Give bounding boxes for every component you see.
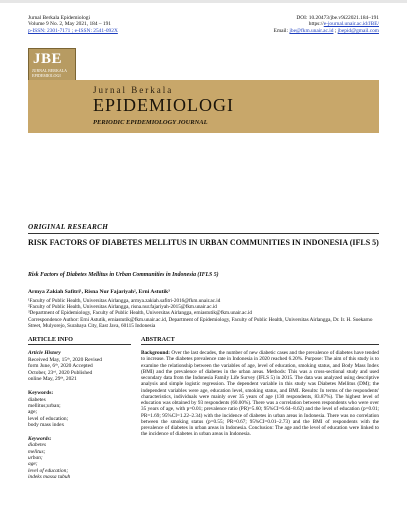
article-info-rule: [28, 344, 131, 345]
kata-kunci: urban;: [28, 455, 43, 461]
correspondence: Correspondence Author: Erni Astutik, erniastutik@fkm.unair.ac.id, Department of Epidemiology, Faculty of Public Health, Universitas Airlangga, Dr. Ir. H. Soekarno Street, Mulyorejo, Surabaya City, East Java, 60115 Indonesia: [28, 316, 373, 329]
banner-title: EPIDEMIOLOGI: [93, 95, 234, 115]
doi: DOI: 10.20473/jbe.v9i22021.184–191: [296, 15, 379, 21]
journal-header-right: [274, 15, 379, 34]
article-title: RISK FACTORS OF DIABETES MELLITUS IN URBAN COMMUNITIES IN INDONESIA (IFLS 5): [28, 238, 379, 247]
journal-email: Email: jbe@fkm.unair.ac.id ; jbepid@gmail.com: [273, 27, 379, 34]
top-strip: [0, 0, 407, 3]
history-line-2: form June, 6ᵗʰ, 2020 Accepted: [28, 363, 93, 370]
abstract-heading: ABSTRACT: [141, 336, 175, 343]
email-link-2[interactable]: jbepid@gmail.com: [337, 27, 379, 34]
keyword: age;: [28, 409, 37, 416]
journal-header-left: [28, 15, 118, 34]
journal-url-link[interactable]: e-journal.unair.ac.id/JBE/: [323, 21, 379, 28]
kata-kunci: diabetes: [28, 442, 46, 449]
journal-name: Jurnal Berkala Epidemiologi: [28, 15, 90, 21]
article-info: [28, 350, 128, 481]
affiliation-2: ²Faculty of Public Health, Universitas Airlangga, risna.nur.fajariyah-2015@fkm.unair.ac.id: [28, 304, 217, 311]
keyword: level of education;: [28, 415, 69, 422]
abstract-lead-label: Background:: [141, 350, 172, 356]
kata-kunci-label: Keywords:: [28, 435, 52, 442]
history-line-3: October, 23ʳᵈ, 2020 Published: [28, 369, 93, 376]
banner-english-title: PERIODIC EPIDEMIOLOGY JOURNAL: [93, 119, 208, 126]
section-label: ORIGINAL RESEARCH: [28, 223, 109, 231]
logo-text: JURNAL BERKALA EPIDEMIOLOGI: [32, 68, 68, 78]
affiliation-1: ¹Faculty of Public Health, Universitas Airlangga, armya.zakiah.safitri-2016@fkm.unair.ac.id: [28, 298, 221, 304]
issn-info[interactable]: p-ISSN: 2301-7171 ; e-ISSN: 2541-092X: [28, 27, 118, 34]
keywords-label: Keywords:: [28, 389, 54, 396]
abstract-rule: [141, 344, 379, 345]
kata-kunci: melitus;: [28, 448, 46, 455]
kata-kunci: indeks massa tubuh: [28, 474, 71, 481]
journal-logo: [28, 48, 76, 82]
authors: Armya Zakiah Safitri¹, Risna Nur Fajariyah², Erni Astutik³: [28, 289, 170, 295]
abstract-body: [141, 350, 379, 438]
history-label: Article History: [28, 350, 61, 356]
journal-url: https://e-journal.unair.ac.id/JBE/: [308, 21, 379, 28]
article-info-heading: ARTICLE INFO: [28, 336, 73, 343]
email-link-1[interactable]: jbe@fkm.unair.ac.id: [289, 27, 334, 34]
keyword: body mass index: [28, 422, 65, 429]
logo-acronym: JBE: [33, 51, 63, 67]
keyword: diabetes: [28, 396, 46, 403]
affiliations: [28, 298, 379, 329]
journal-banner: [28, 80, 379, 133]
keyword: mellitus;urban;: [28, 402, 61, 409]
kata-kunci: age;: [28, 461, 38, 468]
keywords-list: [28, 397, 128, 429]
history-line-1: Received May, 15ᵗʰ, 2020 Revised: [28, 356, 102, 363]
article-translated-title: Risk Factors of Diabetes Mellitus in Urban Communities in Indonesia (IFLS 5): [28, 272, 219, 278]
history-line-4: online May, 29ᵗʰ, 2021: [28, 376, 77, 383]
banner-subtitle: Jurnal Berkala: [93, 85, 174, 95]
kata-kunci: level of education;: [28, 467, 69, 474]
abstract-text: Over the last decades, the number of new diabetic cases and the prevalence of diabetes have tended to increase. The diabetes prevalence rate in Indonesia in 2020 reached 6.20%. Purpose: The aim of this study is to examine the relationship between the variables of age, level of education, smoking status, and Body Mass Index (BMI) and the prevalence of diabetes in the urban areas. Methods: This was a cross-sectional study and used secondary data from the Indonesia Family Life Survey (IFLS 5) in 2015. The data was analyzed using descriptive analysis and simple logistic regression. The dependent variable in this study was Diabetes Mellitus (DM); the independent variables were age, education level, smoking status, and BMI. Results: In terms of the respondents' characteristics, individuals were mainly over 35 years of age (130 respondents, 83.87%). The highest level of education was obtained by 93 respondents (60.00%). There was a correlation between respondents who were over 35 years of age, with p=0.01; prevalence ratio (PR)=5.60; 95%CI=6.64–8.62) and the level of education (p=0.01; PR=1.69; 95%CI=1.22–2.34) with the incidence of diabetes in urban areas in Indonesia. There was no correlation between the smoking status (p=0.55; PR=0.67; 95%CI=0.01–2.73) and the BMI of respondents with the prevalence of diabetes in urban areas in Indonesia. Conclusion: The age and the level of education were linked to the incidence of diabetes in urban areas in Indonesia.: [141, 350, 379, 438]
kata-kunci-list: [28, 442, 128, 480]
section-divider: [28, 233, 379, 234]
affiliation-3: ³Department of Epidemiology, Faculty of Public Health, Universitas Airlangga, erniastutik@fkm.unair.ac.id: [28, 310, 252, 317]
volume-info: Volume 9 No. 2, May 2021, 184 – 191: [28, 21, 112, 28]
